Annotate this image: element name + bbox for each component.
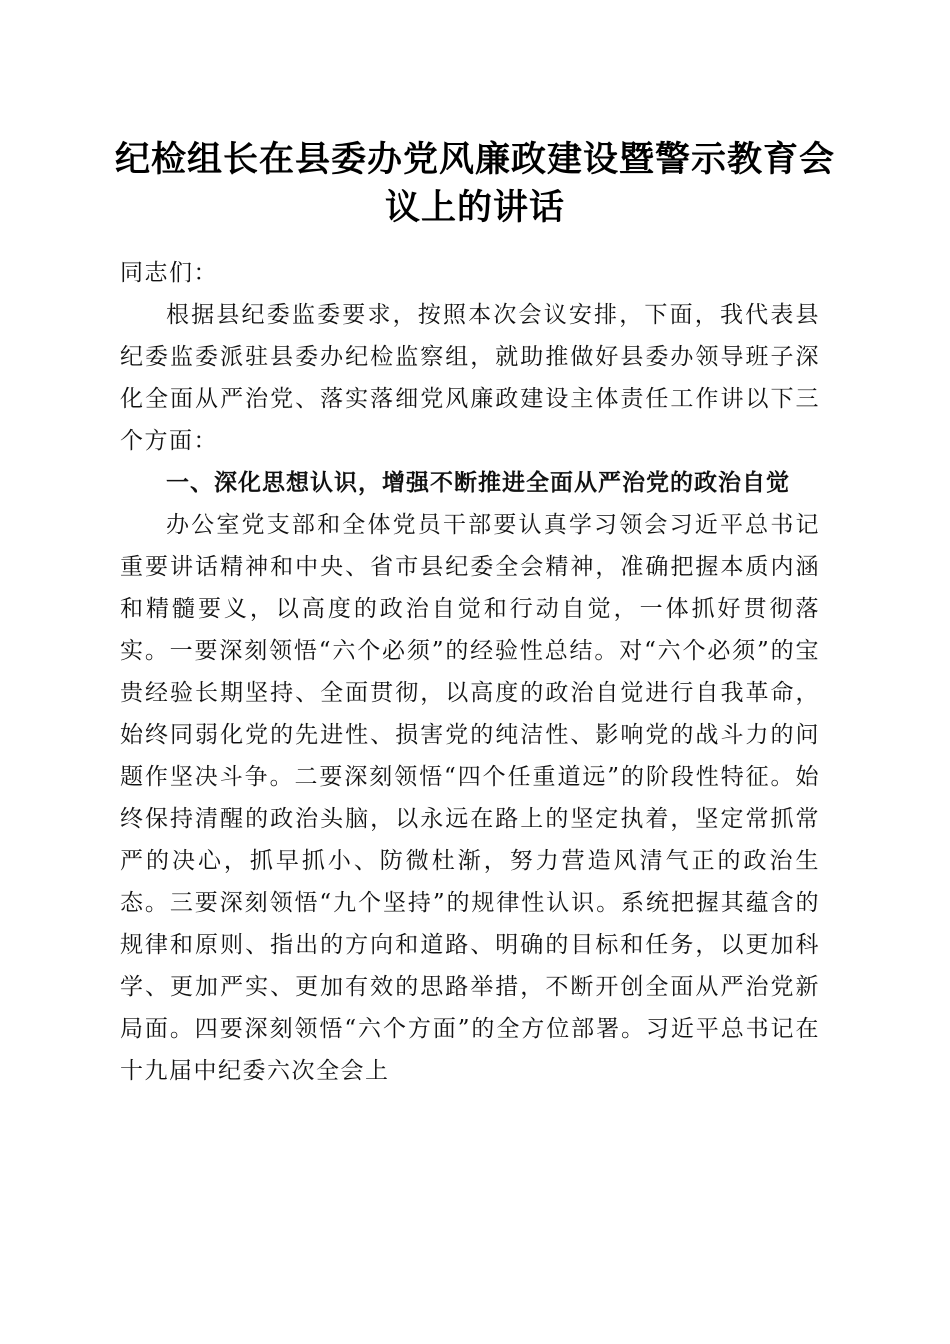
- document-title: [110, 136, 840, 232]
- title-line-2: 议上的讲话: [384, 187, 565, 228]
- document-body: [120, 252, 820, 1092]
- section-1-heading: 一、深化思想认识，增强不断推进全面从严治党的政治自觉: [166, 469, 790, 496]
- section-1-paragraph: 办公室党支部和全体党员干部要认真学习领会习近平总书记重要讲话精神和中央、省市县纪委全会精神，准确把握本质内涵和精髓要义，以高度的政治自觉和行动自觉，一体抓好贯彻落实。一要深刻领悟“六个必须”的经验性总结。对“六个必须”的宝贵经验长期坚持、全面贯彻，以高度的政治自觉进行自我革命，始终同弱化党的先进性、损害党的纯洁性、影响党的战斗力的问题作坚决斗争。二要深刻领悟“四个任重道远”的阶段性特征。始终保持清醒的政治头脑，以永远在路上的坚定执着，坚定常抓常严的决心，抓早抓小、防微杜渐，努力营造风清气正的政治生态。三要深刻领悟“九个坚持”的规律性认识。系统把握其蕴含的规律和原则、指出的方向和道路、明确的目标和任务，以更加科学、更加严实、更加有效的思路举措，不断开创全面从严治党新局面。四要深刻领悟“六个方面”的全方位部署。习近平总书记在十九届中纪委六次全会上: [120, 512, 820, 1084]
- salutation: 同志们：: [120, 260, 218, 286]
- intro-paragraph: 根据县纪委监委要求，按照本次会议安排，下面，我代表县纪委监委派驻县委办纪检监察组，就助推做好县委办领导班子深化全面从严治党、落实落细党风廉政建设主体责任工作讲以下三个方面：: [120, 302, 820, 454]
- title-line-1: 纪检组长在县委办党风廉政建设暨警示教育会: [114, 139, 835, 180]
